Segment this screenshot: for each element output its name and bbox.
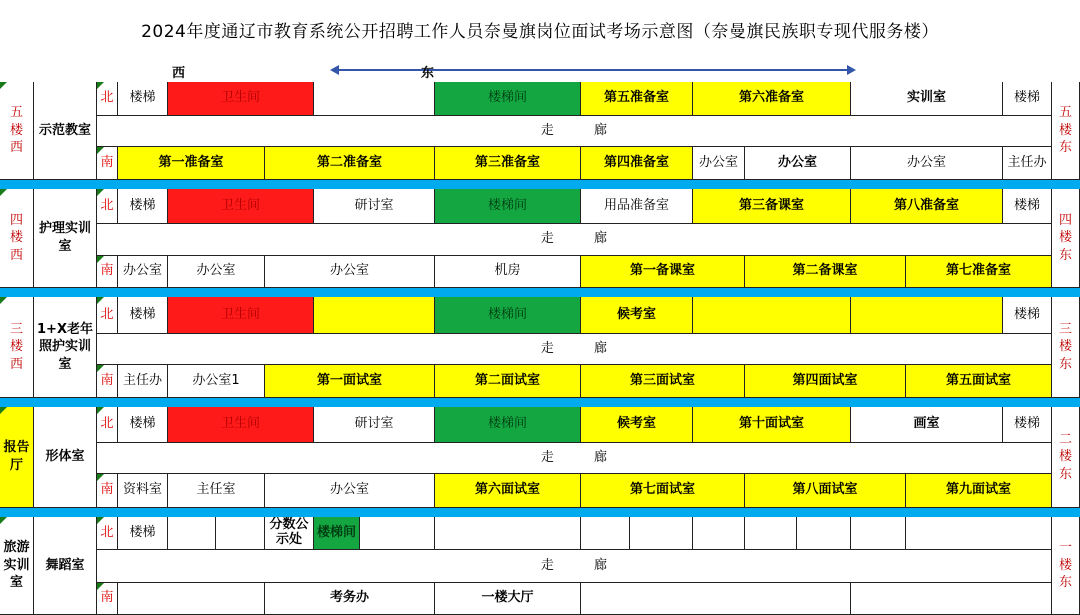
room-cell: 楼梯 — [118, 517, 168, 550]
room-cell: 一楼大厅 — [435, 583, 581, 615]
room-cell: 第二面试室 — [435, 365, 581, 398]
room-cell: 楼梯 — [1003, 189, 1052, 224]
south-marker: 南 — [97, 474, 118, 508]
room-cell: 第八准备室 — [851, 189, 1003, 224]
room-cell: 第五面试室 — [906, 365, 1052, 398]
room-cell: 办公室 — [745, 147, 851, 180]
room-cell: 第七面试室 — [581, 474, 745, 508]
room-cell: 第十面试室 — [693, 407, 851, 443]
floor-west-label: 五 楼 西 — [0, 82, 34, 180]
room-cell — [745, 517, 797, 550]
room-cell — [797, 517, 851, 550]
west-room: 示范教室 — [34, 82, 97, 180]
room-cell — [435, 517, 581, 550]
room-cell: 第四面试室 — [745, 365, 906, 398]
room-cell: 第七准备室 — [906, 256, 1052, 288]
cell-corner-mark-icon — [97, 147, 104, 154]
floor-separator — [0, 398, 1080, 407]
west-room: 1+X老年 照护实训 室 — [34, 297, 97, 398]
room-cell: 楼梯 — [1003, 82, 1052, 116]
cell-corner-mark-icon — [0, 189, 7, 196]
room-cell: 第四准备室 — [581, 147, 693, 180]
cell-corner-mark-icon — [0, 297, 7, 304]
room-cell: 第八面试室 — [745, 474, 906, 508]
corridor: 走 廊 — [97, 334, 1052, 365]
room-cell: 第六面试室 — [435, 474, 581, 508]
cell-corner-mark-icon — [97, 365, 104, 372]
room-cell: 楼梯 — [118, 82, 168, 116]
corridor: 走 廊 — [97, 550, 1052, 583]
cell-corner-mark-icon — [97, 583, 104, 590]
cell-corner-mark-icon — [0, 82, 7, 89]
cell-corner-mark-icon — [97, 407, 104, 414]
room-cell — [118, 583, 265, 615]
room-cell: 卫生间 — [168, 407, 314, 443]
floor-west-label: 四 楼 西 — [0, 189, 34, 288]
cell-corner-mark-icon — [97, 82, 104, 89]
floor-east-label: 一 楼 东 — [1052, 517, 1080, 615]
floor-west-label: 旅游 实训 室 — [0, 517, 34, 615]
south-marker: 南 — [97, 365, 118, 398]
room-cell: 楼梯 — [1003, 297, 1052, 334]
room-cell — [314, 297, 435, 334]
room-cell: 实训室 — [851, 82, 1003, 116]
room-cell: 第三准备室 — [435, 147, 581, 180]
north-marker: 北 — [97, 297, 118, 334]
room-cell — [581, 583, 851, 615]
room-cell: 办公室 — [118, 256, 168, 288]
room-cell: 办公室 — [693, 147, 745, 180]
north-marker: 北 — [97, 407, 118, 443]
room-cell: 第二准备室 — [265, 147, 435, 180]
east-direction-label: 东 — [421, 66, 435, 81]
room-cell: 楼梯间 — [435, 297, 581, 334]
room-cell: 第二备课室 — [745, 256, 906, 288]
room-cell: 第三面试室 — [581, 365, 745, 398]
corridor: 走 廊 — [97, 116, 1052, 147]
room-cell: 候考室 — [581, 297, 693, 334]
room-cell: 楼梯 — [118, 189, 168, 224]
room-cell — [851, 297, 1003, 334]
room-cell — [851, 583, 1052, 615]
floor-east-label: 三 楼 东 — [1052, 297, 1080, 398]
floor-east-label: 二 楼 东 — [1052, 407, 1080, 508]
south-marker: 南 — [97, 583, 118, 615]
north-marker: 北 — [97, 82, 118, 116]
west-room: 护理实训 室 — [34, 189, 97, 288]
cell-corner-mark-icon — [97, 297, 104, 304]
room-cell: 主任办 — [118, 365, 168, 398]
room-cell: 卫生间 — [168, 189, 314, 224]
room-cell: 办公室 — [168, 256, 265, 288]
room-cell — [314, 82, 435, 116]
room-cell: 资料室 — [118, 474, 168, 508]
room-cell: 候考室 — [581, 407, 693, 443]
room-cell: 楼梯 — [118, 297, 168, 334]
cell-corner-mark-icon — [97, 517, 104, 524]
room-cell: 办公室1 — [168, 365, 265, 398]
room-cell: 第三备课室 — [693, 189, 851, 224]
west-direction-label: 西 — [172, 66, 186, 81]
room-cell: 研讨室 — [314, 189, 435, 224]
south-marker: 南 — [97, 147, 118, 180]
cell-corner-mark-icon — [97, 189, 104, 196]
room-cell — [168, 517, 216, 550]
west-room: 形体室 — [34, 407, 97, 508]
room-cell: 楼梯间 — [314, 517, 360, 550]
floor-west-label: 三 楼 西 — [0, 297, 34, 398]
room-cell: 第九面试室 — [906, 474, 1052, 508]
room-cell — [630, 517, 693, 550]
room-cell: 分数公示处 — [265, 517, 314, 550]
room-cell: 机房 — [435, 256, 581, 288]
corridor: 走 廊 — [97, 443, 1052, 474]
room-cell: 楼梯 — [118, 407, 168, 443]
direction-row — [0, 58, 1080, 82]
room-cell — [693, 517, 745, 550]
room-cell — [851, 517, 906, 550]
room-cell: 第六准备室 — [693, 82, 851, 116]
room-cell: 考务办 — [265, 583, 435, 615]
room-cell: 办公室 — [851, 147, 1003, 180]
floor-separator — [0, 508, 1080, 517]
room-cell — [906, 517, 1052, 550]
room-cell — [216, 517, 265, 550]
room-cell: 研讨室 — [314, 407, 435, 443]
room-cell: 画室 — [851, 407, 1003, 443]
south-marker: 南 — [97, 256, 118, 288]
room-cell — [693, 297, 851, 334]
west-east-arrow-icon — [330, 62, 856, 78]
room-cell: 卫生间 — [168, 297, 314, 334]
cell-corner-mark-icon — [0, 407, 7, 414]
room-cell: 第一备课室 — [581, 256, 745, 288]
room-cell — [581, 517, 630, 550]
page-title: 2024年度通辽市教育系统公开招聘工作人员奈曼旗岗位面试考场示意图（奈曼旗民族职专现代服务楼） — [141, 21, 939, 42]
room-cell: 卫生间 — [168, 82, 314, 116]
room-cell: 办公室 — [265, 474, 435, 508]
floor-separator — [0, 180, 1080, 189]
room-cell: 用品准备室 — [581, 189, 693, 224]
room-cell: 楼梯间 — [435, 82, 581, 116]
floor-west-label: 报告 厅 — [0, 407, 34, 508]
room-cell: 楼梯间 — [435, 189, 581, 224]
north-marker: 北 — [97, 517, 118, 550]
north-marker: 北 — [97, 189, 118, 224]
floor-plan-grid — [0, 82, 1080, 615]
cell-corner-mark-icon — [97, 474, 104, 481]
floor-separator — [0, 288, 1080, 297]
floor-east-label: 四 楼 东 — [1052, 189, 1080, 288]
floor-east-label: 五 楼 东 — [1052, 82, 1080, 180]
room-cell: 第一面试室 — [265, 365, 435, 398]
room-cell: 主任办 — [1003, 147, 1052, 180]
room-cell: 办公室 — [265, 256, 435, 288]
room-cell: 楼梯间 — [435, 407, 581, 443]
corridor: 走 廊 — [97, 224, 1052, 256]
cell-corner-mark-icon — [0, 517, 7, 524]
room-cell: 第一准备室 — [118, 147, 265, 180]
west-room: 舞蹈室 — [34, 517, 97, 615]
room-cell: 主任室 — [168, 474, 265, 508]
cell-corner-mark-icon — [97, 256, 104, 263]
room-cell — [360, 517, 435, 550]
room-cell: 楼梯 — [1003, 407, 1052, 443]
room-cell: 第五准备室 — [581, 82, 693, 116]
